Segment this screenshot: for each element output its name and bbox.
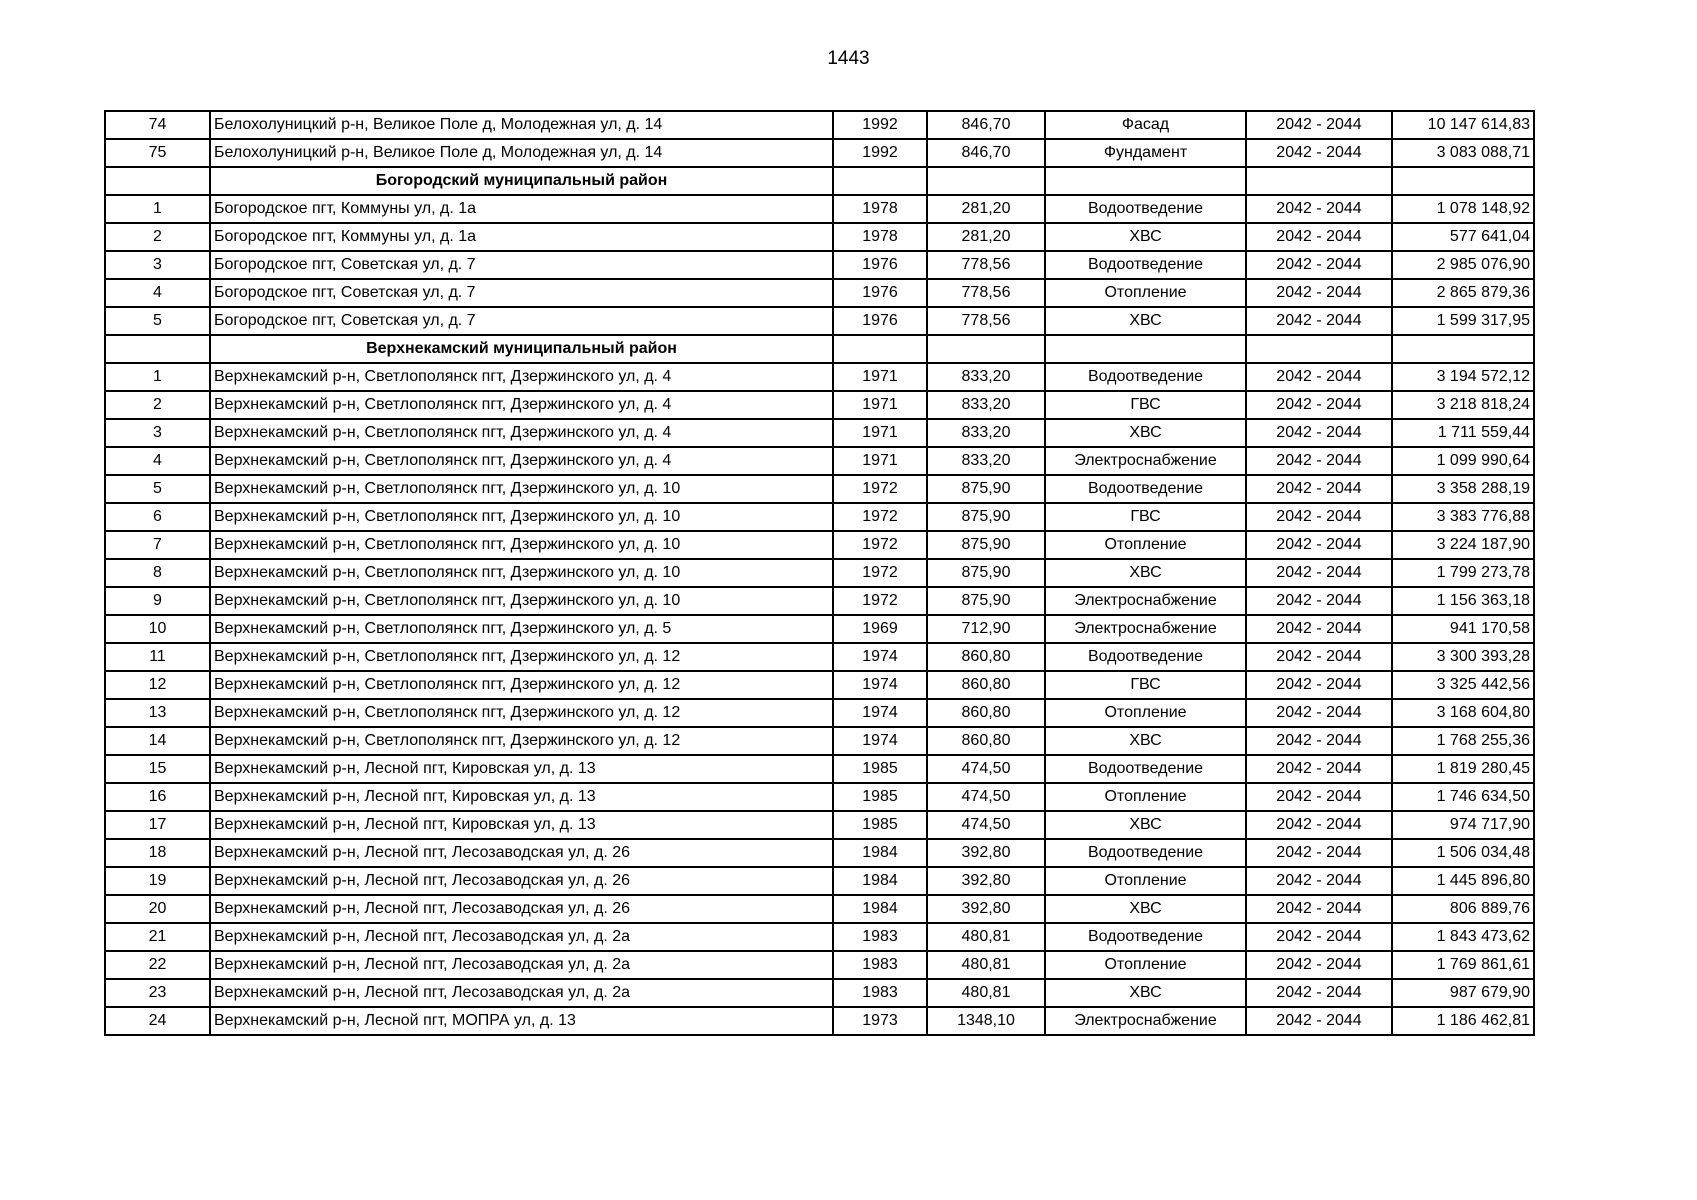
area-cell: 860,80 bbox=[927, 699, 1045, 727]
year-built-cell: 1971 bbox=[833, 447, 927, 475]
address-cell: Верхнекамский р-н, Светлополянск пгт, Дзержинского ул, д. 10 bbox=[210, 475, 833, 503]
address-cell: Белохолуницкий р-н, Великое Поле д, Молодежная ул, д. 14 bbox=[210, 139, 833, 167]
period-cell: 2042 - 2044 bbox=[1246, 559, 1392, 587]
work-type-cell: Электроснабжение bbox=[1045, 1007, 1246, 1035]
address-cell: Верхнекамский р-н, Светлополянск пгт, Дзержинского ул, д. 4 bbox=[210, 363, 833, 391]
period-cell: 2042 - 2044 bbox=[1246, 867, 1392, 895]
period-cell: 2042 - 2044 bbox=[1246, 391, 1392, 419]
address-cell: Богородское пгт, Коммуны ул, д. 1а bbox=[210, 195, 833, 223]
year-built-cell: 1978 bbox=[833, 195, 927, 223]
year-built-cell: 1978 bbox=[833, 223, 927, 251]
empty-cell bbox=[1045, 335, 1246, 363]
address-cell: Верхнекамский р-н, Лесной пгт, Лесозаводская ул, д. 2а bbox=[210, 923, 833, 951]
work-type-cell: Электроснабжение bbox=[1045, 615, 1246, 643]
address-cell: Богородское пгт, Советская ул, д. 7 bbox=[210, 279, 833, 307]
section-header-row bbox=[105, 335, 1534, 363]
table-row bbox=[105, 251, 1534, 279]
table-row bbox=[105, 699, 1534, 727]
year-built-cell: 1972 bbox=[833, 531, 927, 559]
year-built-cell: 1969 bbox=[833, 615, 927, 643]
period-cell: 2042 - 2044 bbox=[1246, 447, 1392, 475]
work-type-cell: ХВС bbox=[1045, 307, 1246, 335]
area-cell: 875,90 bbox=[927, 531, 1045, 559]
cost-cell: 806 889,76 bbox=[1392, 895, 1534, 923]
row-number-cell: 74 bbox=[105, 111, 210, 139]
period-cell: 2042 - 2044 bbox=[1246, 531, 1392, 559]
row-number-cell: 16 bbox=[105, 783, 210, 811]
cost-cell: 1 799 273,78 bbox=[1392, 559, 1534, 587]
period-cell: 2042 - 2044 bbox=[1246, 195, 1392, 223]
address-cell: Верхнекамский р-н, Лесной пгт, Лесозаводская ул, д. 26 bbox=[210, 867, 833, 895]
registry-body bbox=[105, 111, 1534, 1035]
table-row bbox=[105, 1007, 1534, 1035]
empty-cell bbox=[1246, 167, 1392, 195]
work-type-cell: ХВС bbox=[1045, 811, 1246, 839]
period-cell: 2042 - 2044 bbox=[1246, 979, 1392, 1007]
area-cell: 480,81 bbox=[927, 923, 1045, 951]
year-built-cell: 1992 bbox=[833, 111, 927, 139]
address-cell: Верхнекамский р-н, Лесной пгт, Лесозаводская ул, д. 2а bbox=[210, 979, 833, 1007]
year-built-cell: 1972 bbox=[833, 475, 927, 503]
row-number-cell: 3 bbox=[105, 419, 210, 447]
table-row bbox=[105, 111, 1534, 139]
row-number-cell: 12 bbox=[105, 671, 210, 699]
table-row bbox=[105, 223, 1534, 251]
year-built-cell: 1976 bbox=[833, 251, 927, 279]
cost-cell: 3 224 187,90 bbox=[1392, 531, 1534, 559]
period-cell: 2042 - 2044 bbox=[1246, 503, 1392, 531]
row-number-cell: 10 bbox=[105, 615, 210, 643]
cost-cell: 1 156 363,18 bbox=[1392, 587, 1534, 615]
cost-cell: 3 194 572,12 bbox=[1392, 363, 1534, 391]
row-number-cell: 14 bbox=[105, 727, 210, 755]
address-cell: Верхнекамский р-н, Лесной пгт, Лесозаводская ул, д. 26 bbox=[210, 839, 833, 867]
cost-cell: 1 078 148,92 bbox=[1392, 195, 1534, 223]
row-number-cell: 15 bbox=[105, 755, 210, 783]
work-type-cell: Водоотведение bbox=[1045, 643, 1246, 671]
address-cell: Верхнекамский р-н, Лесной пгт, Лесозаводская ул, д. 2а bbox=[210, 951, 833, 979]
row-number-cell: 19 bbox=[105, 867, 210, 895]
area-cell: 860,80 bbox=[927, 727, 1045, 755]
area-cell: 833,20 bbox=[927, 447, 1045, 475]
year-built-cell: 1984 bbox=[833, 839, 927, 867]
cost-cell: 3 083 088,71 bbox=[1392, 139, 1534, 167]
year-built-cell: 1974 bbox=[833, 671, 927, 699]
cost-cell: 1 746 634,50 bbox=[1392, 783, 1534, 811]
cost-cell: 3 383 776,88 bbox=[1392, 503, 1534, 531]
year-built-cell: 1974 bbox=[833, 727, 927, 755]
year-built-cell: 1973 bbox=[833, 1007, 927, 1035]
year-built-cell: 1971 bbox=[833, 419, 927, 447]
empty-cell bbox=[1045, 167, 1246, 195]
work-type-cell: ГВС bbox=[1045, 503, 1246, 531]
address-cell: Верхнекамский р-н, Светлополянск пгт, Дзержинского ул, д. 12 bbox=[210, 699, 833, 727]
period-cell: 2042 - 2044 bbox=[1246, 139, 1392, 167]
registry-table bbox=[104, 110, 1535, 1036]
work-type-cell: Электроснабжение bbox=[1045, 587, 1246, 615]
address-cell: Верхнекамский р-н, Светлополянск пгт, Дзержинского ул, д. 4 bbox=[210, 419, 833, 447]
area-cell: 474,50 bbox=[927, 811, 1045, 839]
empty-cell bbox=[1246, 335, 1392, 363]
work-type-cell: Отопление bbox=[1045, 867, 1246, 895]
period-cell: 2042 - 2044 bbox=[1246, 419, 1392, 447]
row-number-cell: 24 bbox=[105, 1007, 210, 1035]
period-cell: 2042 - 2044 bbox=[1246, 279, 1392, 307]
row-number-cell: 75 bbox=[105, 139, 210, 167]
row-number-cell: 22 bbox=[105, 951, 210, 979]
area-cell: 474,50 bbox=[927, 755, 1045, 783]
page-number: 1443 bbox=[827, 48, 870, 69]
table-row bbox=[105, 783, 1534, 811]
table-row bbox=[105, 839, 1534, 867]
year-built-cell: 1974 bbox=[833, 643, 927, 671]
table-row bbox=[105, 307, 1534, 335]
row-number-cell: 8 bbox=[105, 559, 210, 587]
cost-cell: 3 168 604,80 bbox=[1392, 699, 1534, 727]
area-cell: 480,81 bbox=[927, 951, 1045, 979]
empty-cell bbox=[1392, 167, 1534, 195]
table-row bbox=[105, 643, 1534, 671]
period-cell: 2042 - 2044 bbox=[1246, 587, 1392, 615]
year-built-cell: 1985 bbox=[833, 755, 927, 783]
work-type-cell: ХВС bbox=[1045, 559, 1246, 587]
row-number-cell: 2 bbox=[105, 223, 210, 251]
row-number-cell: 2 bbox=[105, 391, 210, 419]
year-built-cell: 1992 bbox=[833, 139, 927, 167]
period-cell: 2042 - 2044 bbox=[1246, 307, 1392, 335]
table-row bbox=[105, 895, 1534, 923]
work-type-cell: ХВС bbox=[1045, 223, 1246, 251]
work-type-cell: Отопление bbox=[1045, 783, 1246, 811]
row-number-cell: 4 bbox=[105, 447, 210, 475]
address-cell: Верхнекамский р-н, Светлополянск пгт, Дзержинского ул, д. 4 bbox=[210, 391, 833, 419]
work-type-cell: Фундамент bbox=[1045, 139, 1246, 167]
work-type-cell: Отопление bbox=[1045, 951, 1246, 979]
address-cell: Верхнекамский р-н, Лесной пгт, Кировская ул, д. 13 bbox=[210, 783, 833, 811]
cost-cell: 1 711 559,44 bbox=[1392, 419, 1534, 447]
table-row bbox=[105, 923, 1534, 951]
period-cell: 2042 - 2044 bbox=[1246, 727, 1392, 755]
work-type-cell: ХВС bbox=[1045, 895, 1246, 923]
work-type-cell: Фасад bbox=[1045, 111, 1246, 139]
year-built-cell: 1983 bbox=[833, 923, 927, 951]
period-cell: 2042 - 2044 bbox=[1246, 671, 1392, 699]
address-cell: Верхнекамский р-н, Светлополянск пгт, Дзержинского ул, д. 10 bbox=[210, 587, 833, 615]
empty-cell bbox=[105, 167, 210, 195]
area-cell: 846,70 bbox=[927, 111, 1045, 139]
table-row bbox=[105, 195, 1534, 223]
address-cell: Верхнекамский р-н, Светлополянск пгт, Дзержинского ул, д. 12 bbox=[210, 643, 833, 671]
work-type-cell: Водоотведение bbox=[1045, 363, 1246, 391]
empty-cell bbox=[927, 335, 1045, 363]
address-cell: Верхнекамский р-н, Светлополянск пгт, Дзержинского ул, д. 5 bbox=[210, 615, 833, 643]
period-cell: 2042 - 2044 bbox=[1246, 895, 1392, 923]
row-number-cell: 11 bbox=[105, 643, 210, 671]
section-header-row bbox=[105, 167, 1534, 195]
address-cell: Богородское пгт, Советская ул, д. 7 bbox=[210, 307, 833, 335]
table-row bbox=[105, 503, 1534, 531]
period-cell: 2042 - 2044 bbox=[1246, 111, 1392, 139]
cost-cell: 1 186 462,81 bbox=[1392, 1007, 1534, 1035]
cost-cell: 577 641,04 bbox=[1392, 223, 1534, 251]
work-type-cell: ГВС bbox=[1045, 391, 1246, 419]
year-built-cell: 1984 bbox=[833, 895, 927, 923]
period-cell: 2042 - 2044 bbox=[1246, 839, 1392, 867]
area-cell: 846,70 bbox=[927, 139, 1045, 167]
work-type-cell: Водоотведение bbox=[1045, 923, 1246, 951]
year-built-cell: 1971 bbox=[833, 363, 927, 391]
table-row bbox=[105, 727, 1534, 755]
year-built-cell: 1983 bbox=[833, 951, 927, 979]
work-type-cell: Водоотведение bbox=[1045, 839, 1246, 867]
row-number-cell: 5 bbox=[105, 475, 210, 503]
empty-cell bbox=[833, 335, 927, 363]
year-built-cell: 1976 bbox=[833, 307, 927, 335]
address-cell: Верхнекамский р-н, Лесной пгт, Кировская ул, д. 13 bbox=[210, 811, 833, 839]
table-row bbox=[105, 363, 1534, 391]
row-number-cell: 23 bbox=[105, 979, 210, 1007]
work-type-cell: Водоотведение bbox=[1045, 195, 1246, 223]
table-row bbox=[105, 391, 1534, 419]
work-type-cell: Водоотведение bbox=[1045, 755, 1246, 783]
area-cell: 474,50 bbox=[927, 783, 1045, 811]
empty-cell bbox=[833, 167, 927, 195]
cost-cell: 1 506 034,48 bbox=[1392, 839, 1534, 867]
period-cell: 2042 - 2044 bbox=[1246, 811, 1392, 839]
cost-cell: 1 099 990,64 bbox=[1392, 447, 1534, 475]
work-type-cell: Водоотведение bbox=[1045, 475, 1246, 503]
address-cell: Верхнекамский р-н, Светлополянск пгт, Дзержинского ул, д. 10 bbox=[210, 503, 833, 531]
period-cell: 2042 - 2044 bbox=[1246, 951, 1392, 979]
area-cell: 875,90 bbox=[927, 559, 1045, 587]
cost-cell: 1 769 861,61 bbox=[1392, 951, 1534, 979]
cost-cell: 3 325 442,56 bbox=[1392, 671, 1534, 699]
area-cell: 392,80 bbox=[927, 895, 1045, 923]
cost-cell: 2 865 879,36 bbox=[1392, 279, 1534, 307]
cost-cell: 10 147 614,83 bbox=[1392, 111, 1534, 139]
area-cell: 875,90 bbox=[927, 475, 1045, 503]
table-row bbox=[105, 559, 1534, 587]
table-row bbox=[105, 447, 1534, 475]
cost-cell: 1 768 255,36 bbox=[1392, 727, 1534, 755]
row-number-cell: 3 bbox=[105, 251, 210, 279]
table-row bbox=[105, 951, 1534, 979]
cost-cell: 974 717,90 bbox=[1392, 811, 1534, 839]
cost-cell: 1 599 317,95 bbox=[1392, 307, 1534, 335]
work-type-cell: ХВС bbox=[1045, 727, 1246, 755]
year-built-cell: 1985 bbox=[833, 811, 927, 839]
table-row bbox=[105, 587, 1534, 615]
year-built-cell: 1971 bbox=[833, 391, 927, 419]
area-cell: 778,56 bbox=[927, 279, 1045, 307]
work-type-cell: ХВС bbox=[1045, 979, 1246, 1007]
cost-cell: 3 358 288,19 bbox=[1392, 475, 1534, 503]
period-cell: 2042 - 2044 bbox=[1246, 223, 1392, 251]
table-row bbox=[105, 419, 1534, 447]
row-number-cell: 18 bbox=[105, 839, 210, 867]
table-row bbox=[105, 811, 1534, 839]
row-number-cell: 6 bbox=[105, 503, 210, 531]
row-number-cell: 13 bbox=[105, 699, 210, 727]
empty-cell bbox=[1392, 335, 1534, 363]
address-cell: Верхнекамский р-н, Светлополянск пгт, Дзержинского ул, д. 12 bbox=[210, 727, 833, 755]
year-built-cell: 1983 bbox=[833, 979, 927, 1007]
table-row bbox=[105, 475, 1534, 503]
period-cell: 2042 - 2044 bbox=[1246, 923, 1392, 951]
period-cell: 2042 - 2044 bbox=[1246, 783, 1392, 811]
row-number-cell: 1 bbox=[105, 363, 210, 391]
cost-cell: 1 819 280,45 bbox=[1392, 755, 1534, 783]
table-row bbox=[105, 531, 1534, 559]
period-cell: 2042 - 2044 bbox=[1246, 643, 1392, 671]
row-number-cell: 9 bbox=[105, 587, 210, 615]
row-number-cell: 1 bbox=[105, 195, 210, 223]
work-type-cell: Отопление bbox=[1045, 699, 1246, 727]
area-cell: 1348,10 bbox=[927, 1007, 1045, 1035]
address-cell: Белохолуницкий р-н, Великое Поле д, Молодежная ул, д. 14 bbox=[210, 111, 833, 139]
row-number-cell: 5 bbox=[105, 307, 210, 335]
work-type-cell: Электроснабжение bbox=[1045, 447, 1246, 475]
area-cell: 778,56 bbox=[927, 307, 1045, 335]
cost-cell: 3 300 393,28 bbox=[1392, 643, 1534, 671]
address-cell: Верхнекамский р-н, Светлополянск пгт, Дзержинского ул, д. 4 bbox=[210, 447, 833, 475]
period-cell: 2042 - 2044 bbox=[1246, 699, 1392, 727]
cost-cell: 987 679,90 bbox=[1392, 979, 1534, 1007]
work-type-cell: Отопление bbox=[1045, 531, 1246, 559]
area-cell: 480,81 bbox=[927, 979, 1045, 1007]
section-title: Верхнекамский муниципальный район bbox=[210, 335, 833, 363]
year-built-cell: 1976 bbox=[833, 279, 927, 307]
year-built-cell: 1972 bbox=[833, 587, 927, 615]
row-number-cell: 20 bbox=[105, 895, 210, 923]
period-cell: 2042 - 2044 bbox=[1246, 363, 1392, 391]
section-title: Богородский муниципальный район bbox=[210, 167, 833, 195]
row-number-cell: 17 bbox=[105, 811, 210, 839]
empty-cell bbox=[927, 167, 1045, 195]
period-cell: 2042 - 2044 bbox=[1246, 251, 1392, 279]
period-cell: 2042 - 2044 bbox=[1246, 475, 1392, 503]
cost-cell: 2 985 076,90 bbox=[1392, 251, 1534, 279]
year-built-cell: 1972 bbox=[833, 503, 927, 531]
area-cell: 875,90 bbox=[927, 587, 1045, 615]
cost-cell: 941 170,58 bbox=[1392, 615, 1534, 643]
table-row bbox=[105, 867, 1534, 895]
table-row bbox=[105, 279, 1534, 307]
work-type-cell: ГВС bbox=[1045, 671, 1246, 699]
work-type-cell: Отопление bbox=[1045, 279, 1246, 307]
address-cell: Богородское пгт, Коммуны ул, д. 1а bbox=[210, 223, 833, 251]
work-type-cell: ХВС bbox=[1045, 419, 1246, 447]
period-cell: 2042 - 2044 bbox=[1246, 615, 1392, 643]
work-type-cell: Водоотведение bbox=[1045, 251, 1246, 279]
period-cell: 2042 - 2044 bbox=[1246, 755, 1392, 783]
area-cell: 392,80 bbox=[927, 867, 1045, 895]
address-cell: Верхнекамский р-н, Светлополянск пгт, Дзержинского ул, д. 12 bbox=[210, 671, 833, 699]
area-cell: 281,20 bbox=[927, 223, 1045, 251]
cost-cell: 1 445 896,80 bbox=[1392, 867, 1534, 895]
area-cell: 833,20 bbox=[927, 391, 1045, 419]
area-cell: 712,90 bbox=[927, 615, 1045, 643]
area-cell: 833,20 bbox=[927, 419, 1045, 447]
cost-cell: 3 218 818,24 bbox=[1392, 391, 1534, 419]
area-cell: 281,20 bbox=[927, 195, 1045, 223]
cost-cell: 1 843 473,62 bbox=[1392, 923, 1534, 951]
table-row bbox=[105, 979, 1534, 1007]
table-row bbox=[105, 139, 1534, 167]
address-cell: Богородское пгт, Советская ул, д. 7 bbox=[210, 251, 833, 279]
area-cell: 875,90 bbox=[927, 503, 1045, 531]
period-cell: 2042 - 2044 bbox=[1246, 1007, 1392, 1035]
area-cell: 833,20 bbox=[927, 363, 1045, 391]
area-cell: 860,80 bbox=[927, 671, 1045, 699]
table-row bbox=[105, 615, 1534, 643]
row-number-cell: 7 bbox=[105, 531, 210, 559]
address-cell: Верхнекамский р-н, Лесной пгт, Кировская ул, д. 13 bbox=[210, 755, 833, 783]
year-built-cell: 1972 bbox=[833, 559, 927, 587]
address-cell: Верхнекамский р-н, Светлополянск пгт, Дзержинского ул, д. 10 bbox=[210, 531, 833, 559]
row-number-cell: 21 bbox=[105, 923, 210, 951]
area-cell: 778,56 bbox=[927, 251, 1045, 279]
address-cell: Верхнекамский р-н, Лесной пгт, Лесозаводская ул, д. 26 bbox=[210, 895, 833, 923]
year-built-cell: 1984 bbox=[833, 867, 927, 895]
table-row bbox=[105, 671, 1534, 699]
year-built-cell: 1985 bbox=[833, 783, 927, 811]
empty-cell bbox=[105, 335, 210, 363]
year-built-cell: 1974 bbox=[833, 699, 927, 727]
area-cell: 860,80 bbox=[927, 643, 1045, 671]
address-cell: Верхнекамский р-н, Светлополянск пгт, Дзержинского ул, д. 10 bbox=[210, 559, 833, 587]
row-number-cell: 4 bbox=[105, 279, 210, 307]
address-cell: Верхнекамский р-н, Лесной пгт, МОПРА ул, д. 13 bbox=[210, 1007, 833, 1035]
table-row bbox=[105, 755, 1534, 783]
area-cell: 392,80 bbox=[927, 839, 1045, 867]
